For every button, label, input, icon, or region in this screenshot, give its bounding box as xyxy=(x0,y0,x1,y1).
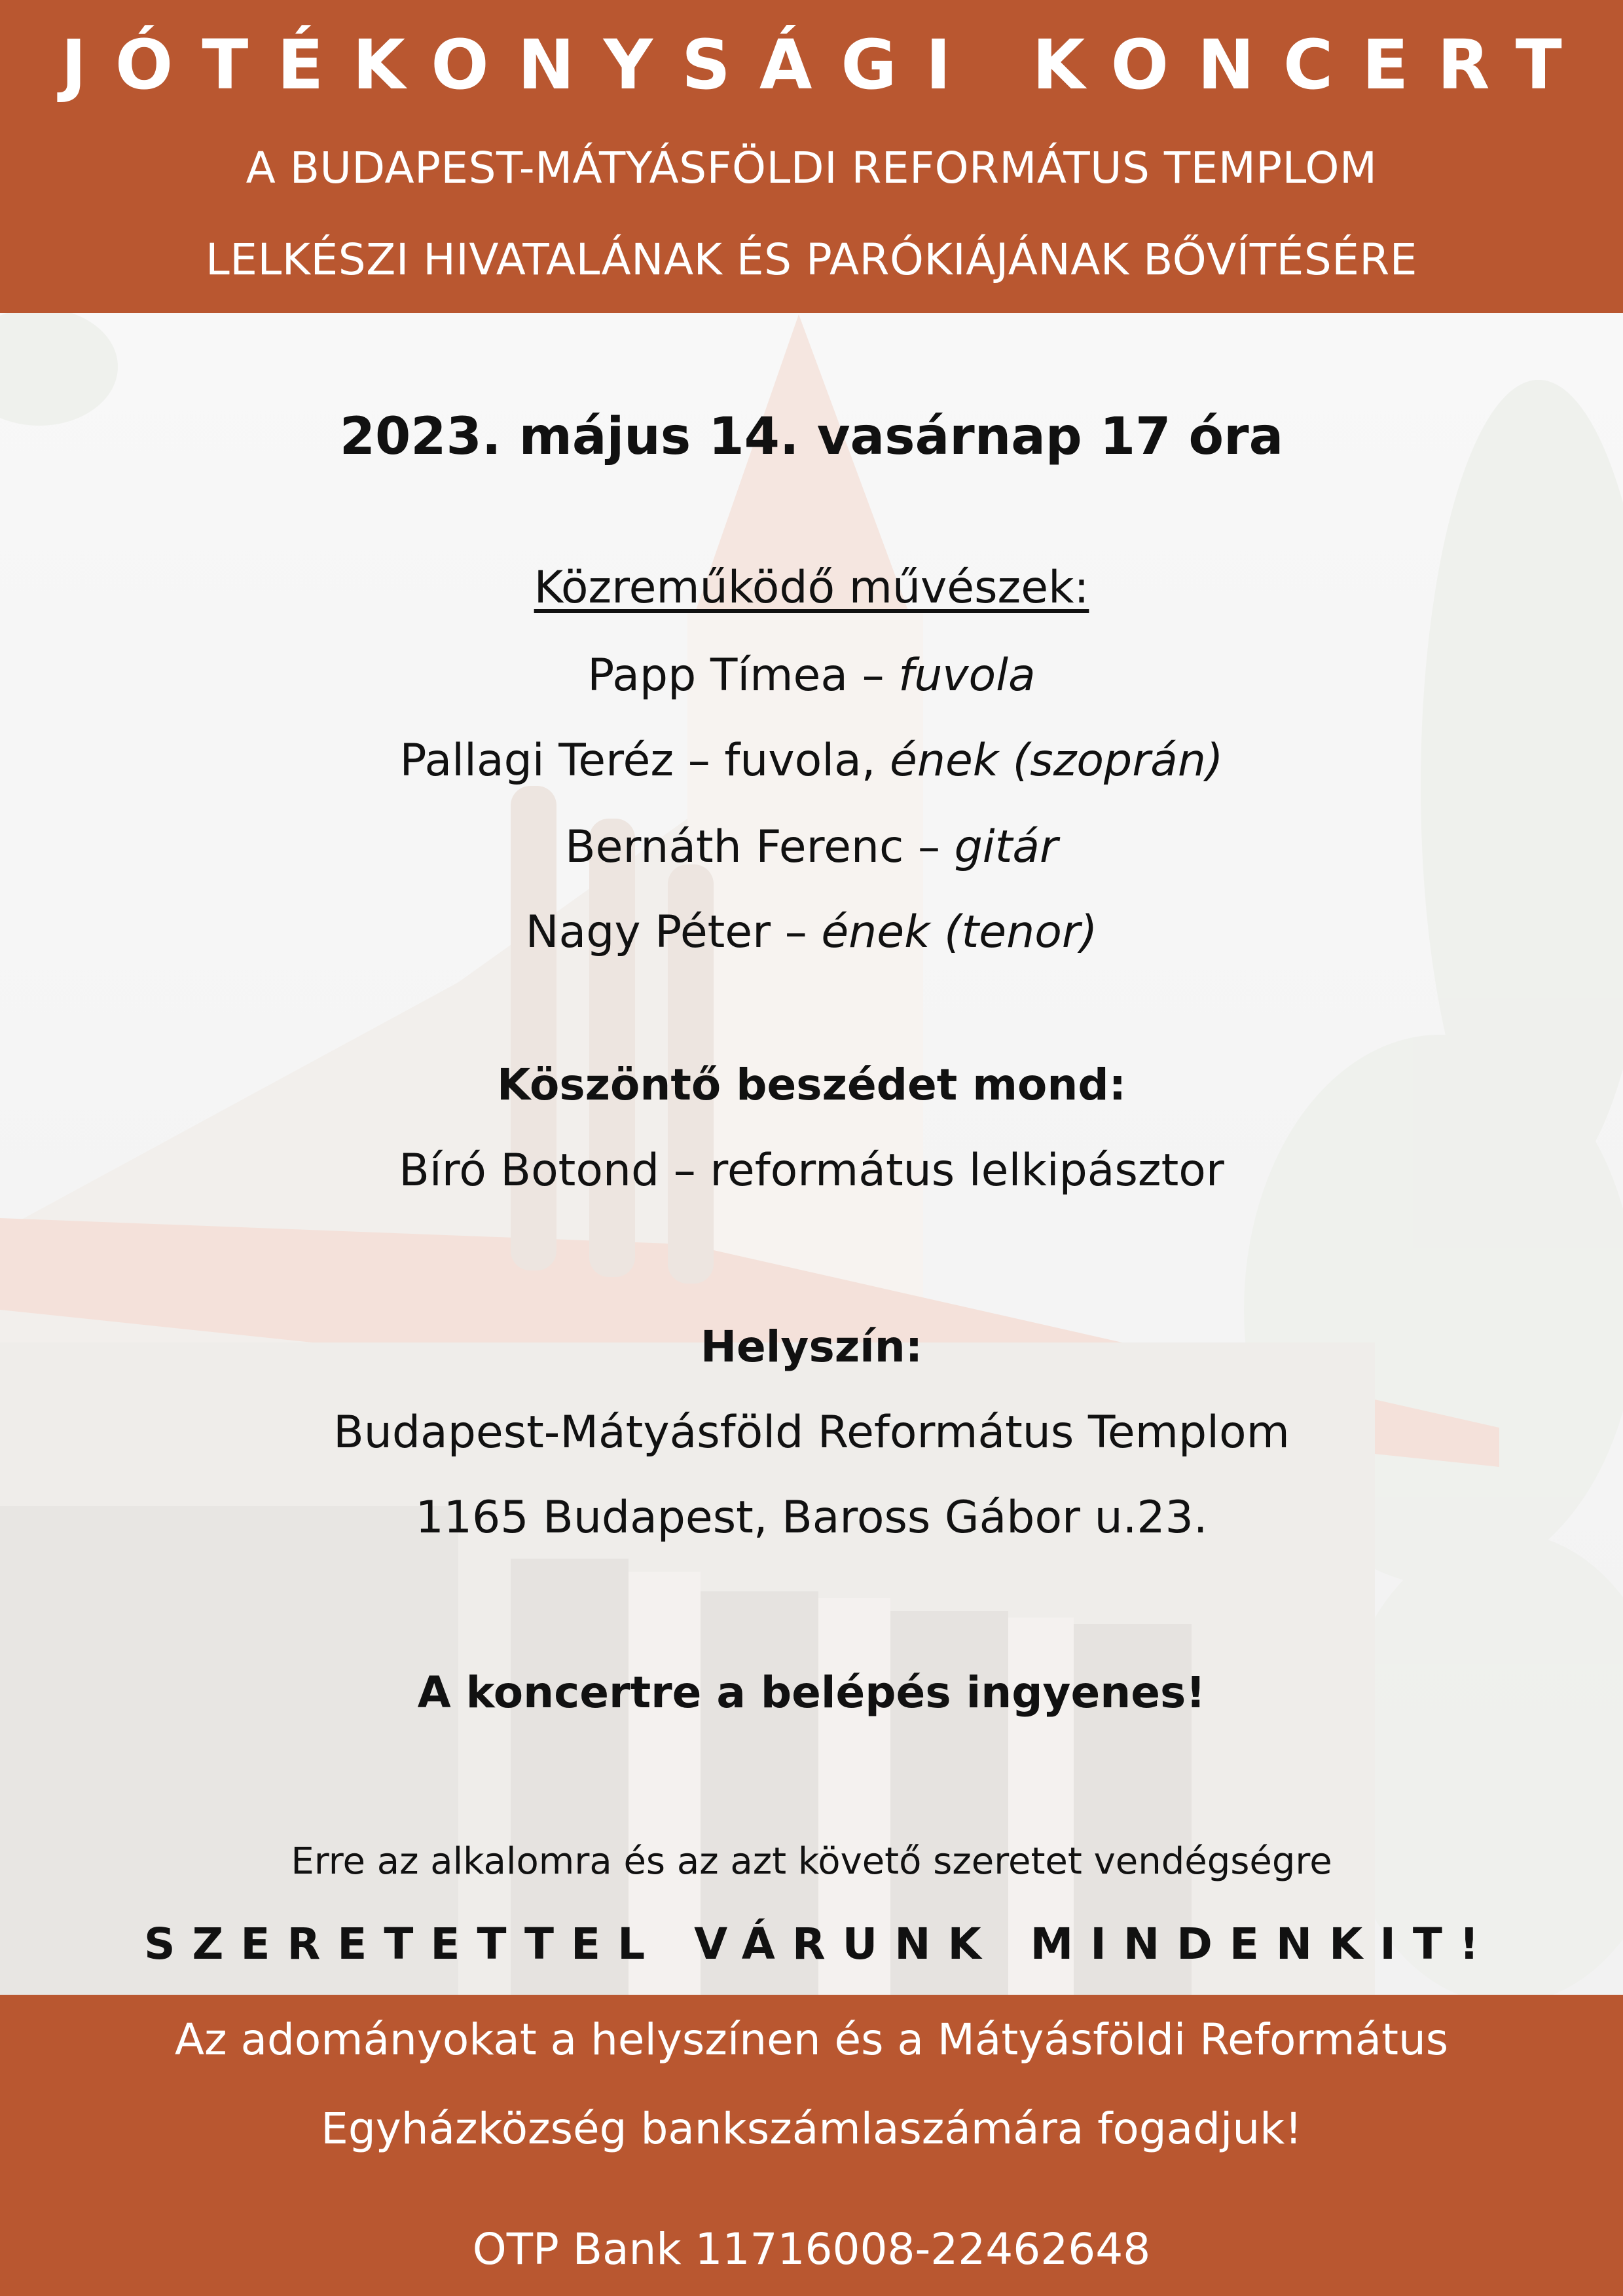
performer-role: fuvola xyxy=(898,650,1036,701)
performer-line xyxy=(0,906,1623,958)
subtitle-line-1: A BUDAPEST-MÁTYÁSFÖLDI REFORMÁTUS TEMPLOM xyxy=(246,143,1377,193)
free-entry-notice: A koncertre a belépés ingyenes! xyxy=(417,1667,1206,1718)
venue-address: 1165 Budapest, Baross Gábor u.23. xyxy=(415,1492,1208,1544)
performer-role: ének (szoprán) xyxy=(890,735,1224,787)
performer-role: gitár xyxy=(954,821,1058,873)
performer-name: Nagy Péter – xyxy=(525,906,822,958)
performer-line xyxy=(0,735,1623,787)
performer-role-plain: fuvola, xyxy=(724,735,890,787)
performer-name: Pallagi Teréz – xyxy=(399,735,725,787)
donation-line-2: Egyházközség bankszámlaszámára fogadjuk! xyxy=(321,2103,1302,2154)
performer-line xyxy=(0,821,1623,873)
performer-line xyxy=(0,650,1623,701)
subtitle-line-2: LELKÉSZI HIVATALÁNAK ÉS PARÓKIÁJÁNAK BŐVÍTÉSÉRE xyxy=(206,234,1417,285)
performer-name: Bernáth Ferenc – xyxy=(565,821,955,873)
venue-name: Budapest-Mátyásföld Református Templom xyxy=(333,1407,1290,1458)
donation-line-1: Az adományokat a helyszínen és a Mátyásföldi Református xyxy=(174,2014,1449,2065)
performer-name: Papp Tímea – xyxy=(587,650,899,701)
invitation-line: Erre az alkalomra és az azt követő szeretet vendégségre xyxy=(291,1840,1332,1883)
page-title: JÓTÉKONYSÁGI KONCERT xyxy=(61,25,1591,105)
event-date: 2023. május 14. vasárnap 17 óra xyxy=(339,407,1284,466)
venue-heading: Helyszín: xyxy=(700,1322,923,1372)
greeting-speaker: Bíró Botond – református lelkipásztor xyxy=(399,1145,1224,1196)
greeting-heading: Köszöntő beszédet mond: xyxy=(497,1060,1126,1110)
bank-account: OTP Bank 11716008-22462648 xyxy=(472,2224,1151,2274)
performer-role: ének (tenor) xyxy=(821,906,1098,958)
performers-heading: Közreműködő művészek: xyxy=(534,562,1089,614)
welcome-message: SZERETETTEL VÁRUNK MINDENKIT! xyxy=(143,1919,1496,1969)
